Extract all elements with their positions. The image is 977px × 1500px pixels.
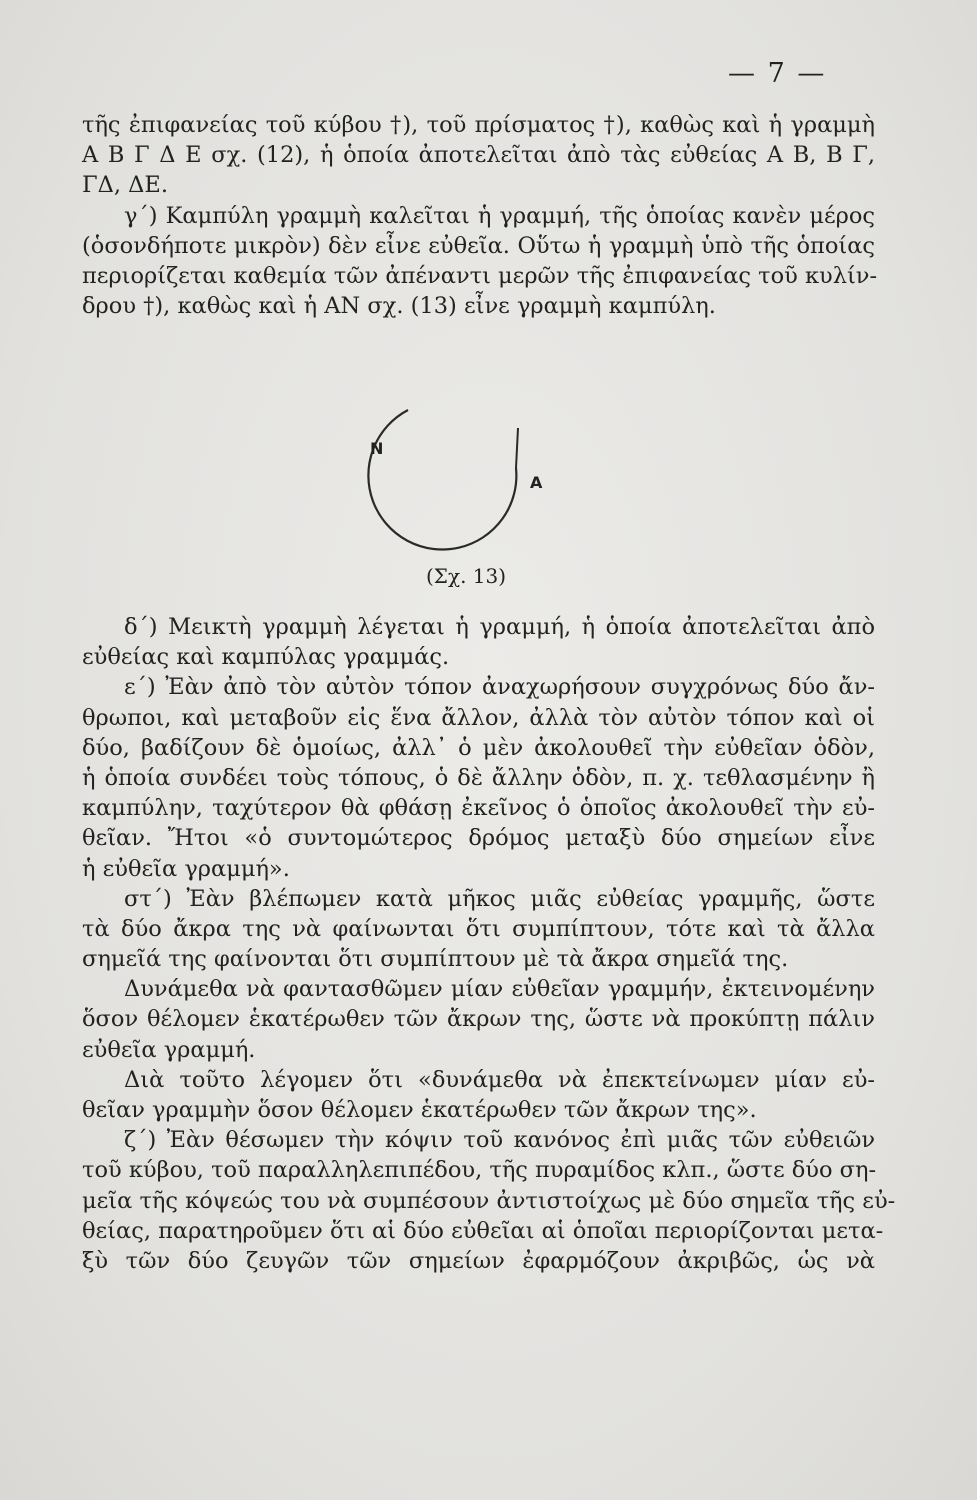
text-line: εὐθείας καὶ καμπύλας γραμμάς. [82, 644, 450, 671]
text-line: ζ΄) Ἐὰν θέσωμεν τὴν κόψιν τοῦ κανόνος ἐπὶ μιᾶς τῶν εὐθειῶν [124, 1127, 875, 1154]
text-line: μεῖα τῆς κόψεώς του νὰ συμπέσουν ἀντιστοίχως μὲ δύο σημεῖα τῆς εὐ- [82, 1187, 896, 1214]
text-line: ὅσον θέλομεν ἑκατέρωθεν τῶν ἄκρων της, ὥστε νὰ προκύπτῃ πάλιν [82, 1006, 875, 1033]
text-line: ξὺ τῶν δύο ζευγῶν τῶν σημείων ἐφαρμόζουν ἀκριβῶς, ὡς νὰ [82, 1247, 875, 1274]
text-line: ἡ ὁποία συνδέει τοὺς τόπους, ὁ δὲ ἄλλην ὁδὸν, π. χ. τεθλασμένην ἢ [82, 764, 875, 791]
label-a: A [530, 473, 543, 492]
text-block-top [82, 110, 878, 321]
text-line: Δυνάμεθα νὰ φαντασθῶμεν μίαν εὐθεῖαν γραμμήν, ἐκτεινομένην [124, 976, 875, 1003]
text-line: εὐθεῖα γραμμή. [82, 1036, 256, 1063]
text-line: δ΄) Μεικτὴ γραμμὴ λέγεται ἡ γραμμή, ἡ ὁποία ἀποτελεῖται ἀπὸ [124, 614, 875, 640]
text-line: γ΄) Καμπύλη γραμμὴ καλεῖται ἡ γραμμή, τῆς ὁποίας κανὲν μέρος [124, 202, 875, 229]
text-line: δρου †), καθὼς καὶ ἡ ΑΝ σχ. (13) εἶνε γραμμὴ καμπύλη. [82, 293, 716, 320]
text-line: ε΄) Ἐὰν ἀπὸ τὸν αὐτὸν τόπον ἀναχωρήσουν συγχρόνως δύο ἄν- [124, 674, 875, 701]
curved-line-an [368, 410, 516, 550]
text-line: δύο, βαδίζουν δὲ ὁμοίως, ἀλλ᾿ ὁ μὲν ἀκολουθεῖ τὴν εὐθεῖαν ὁδὸν, [82, 734, 875, 761]
figure-caption: (Σχ. 13) [426, 564, 507, 588]
text-line: θρωποι, καὶ μεταβοῦν εἰς ἕνα ἄλλον, ἀλλὰ τὸν αὐτὸν τόπον καὶ οἱ [82, 704, 875, 731]
text-line: Διὰ τοῦτο λέγομεν ὅτι «δυνάμεθα νὰ ἐπεκτείνωμεν μίαν εὐ- [124, 1066, 875, 1093]
text-line: ἡ εὐθεῖα γραμμή». [82, 855, 290, 882]
text-line: θεῖαν. Ἤτοι «ὁ συντομώτερος δρόμος μεταξὺ δύο σημείων εἶνε [82, 825, 875, 852]
text-line: Α Β Γ Δ Ε σχ. (12), ἡ ὁποία ἀποτελεῖται ἀπὸ τὰς εὐθείας Α Β, Β Γ, [82, 142, 875, 169]
text-line: θεῖαν γραμμὴν ὅσον θέλομεν ἑκατέρωθεν τῶν ἄκρων της». [82, 1097, 757, 1123]
text-line: τὰ δύο ἄκρα της νὰ φαίνωνται ὅτι συμπίπτουν, τότε καὶ τὰ ἄλλα [82, 915, 875, 942]
text-line: (ὁσονδήποτε μικρὸν) δὲν εἶνε εὐθεῖα. Οὕτω ἡ γραμμὴ ὑπὸ τῆς ὁποίας [82, 232, 875, 259]
text-line: τῆς ἐπιφανείας τοῦ κύβου †), τοῦ πρίσματος †), καθὼς καὶ ἡ γραμμὴ [82, 112, 875, 138]
text-line: στ΄) Ἐὰν βλέπωμεν κατὰ μῆκος μιᾶς εὐθείας γραμμῆς, ὥστε [124, 885, 875, 912]
line-segment [516, 428, 518, 468]
text-line: θείας, παρατηροῦμεν ὅτι αἱ δύο εὐθεῖαι αἱ ὁποῖαι περιορίζονται μετα- [82, 1217, 884, 1244]
label-n: N [370, 439, 384, 458]
curve-figure [330, 398, 580, 568]
page-number: — 7 — [728, 58, 827, 89]
text-line: περιορίζεται καθεμία τῶν ἀπέναντι μερῶν τῆς ἐπιφανείας τοῦ κυλίν- [82, 262, 878, 289]
text-line: τοῦ κύβου, τοῦ παραλληλεπιπέδου, τῆς πυραμίδος κλπ., ὥστε δύο ση- [82, 1157, 877, 1184]
text-line: ΓΔ, ΔΕ. [82, 172, 168, 199]
text-block-bottom [82, 612, 896, 1276]
text-line: καμπύλην, ταχύτερον θὰ φθάσῃ ἐκεῖνος ὁ ὁποῖος ἀκολουθεῖ τὴν εὐ- [82, 795, 875, 822]
text-line: σημεῖά της φαίνονται ὅτι συμπίπτουν μὲ τὰ ἄκρα σημεῖά της. [82, 946, 789, 973]
